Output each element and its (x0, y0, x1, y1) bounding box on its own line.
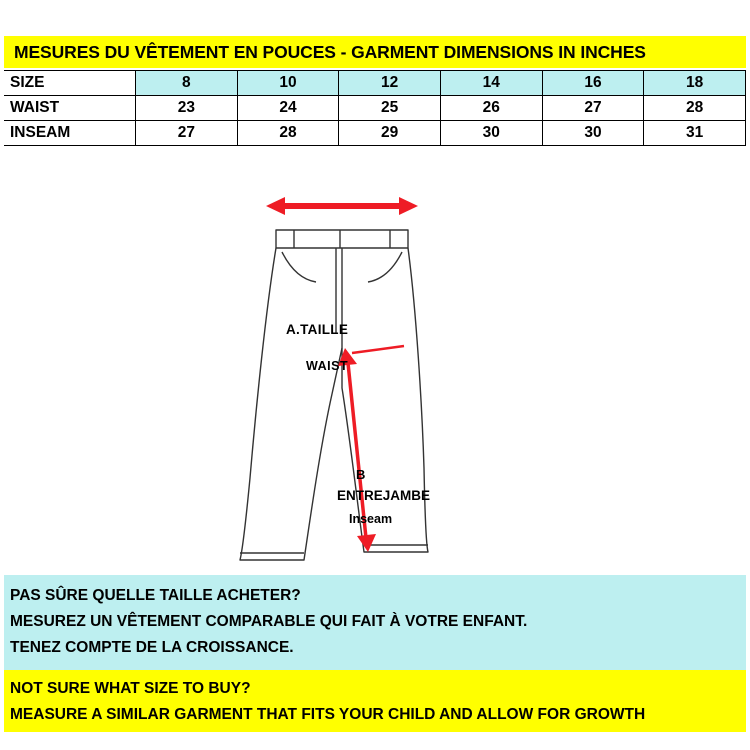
note-fr-3: TENEZ COMPTE DE LA CROISSANCE. (10, 639, 294, 656)
inseam-marker-label: B (356, 467, 366, 482)
row-header-waist: WAIST (4, 96, 136, 121)
note-en-2: MEASURE A SIMILAR GARMENT THAT FITS YOUR CHILD AND ALLOW FOR GROWTH (10, 706, 646, 723)
pants-illustration-icon (4, 148, 746, 575)
cell-inseam-10: 28 (237, 121, 339, 146)
note-fr-1: PAS SÛRE QUELLE TAILLE ACHETER? (10, 587, 301, 604)
inseam-label-fr: ENTREJAMBE (337, 488, 431, 503)
notes-english (4, 670, 746, 732)
cell-inseam-16: 30 (542, 121, 644, 146)
cell-inseam-12: 29 (339, 121, 441, 146)
cell-waist-18: 28 (644, 96, 746, 121)
notes-french (4, 575, 746, 670)
cell-waist-10: 24 (237, 96, 339, 121)
note-fr-2: MESUREZ UN VÊTEMENT COMPARABLE QUI FAIT À VOTRE ENFANT. (10, 613, 528, 630)
inseam-label-en: Inseam (349, 512, 393, 526)
cell-size-8: 8 (136, 71, 238, 96)
waist-arrow-icon (266, 197, 418, 215)
cell-inseam-18: 31 (644, 121, 746, 146)
table-row-waist (4, 96, 746, 121)
pants-measurement-diagram (4, 148, 746, 575)
cell-size-16: 16 (542, 71, 644, 96)
table-row-size (4, 71, 746, 96)
cell-waist-12: 25 (339, 96, 441, 121)
cell-waist-8: 23 (136, 96, 238, 121)
note-en-1: NOT SURE WHAT SIZE TO BUY? (10, 680, 251, 697)
cell-size-18: 18 (644, 71, 746, 96)
inseam-pointer-icon (352, 346, 404, 353)
cell-size-14: 14 (440, 71, 542, 96)
cell-size-10: 10 (237, 71, 339, 96)
row-header-size: SIZE (4, 71, 136, 96)
cell-waist-14: 26 (440, 96, 542, 121)
cell-waist-16: 27 (542, 96, 644, 121)
waist-label-fr: A.TAILLE (286, 322, 349, 337)
cell-inseam-14: 30 (440, 121, 542, 146)
title-banner (4, 36, 746, 68)
waist-label-en: WAIST (306, 359, 349, 373)
page-title: MESURES DU VÊTEMENT EN POUCES - GARMENT DIMENSIONS IN INCHES (14, 41, 646, 62)
table-row-inseam (4, 121, 746, 146)
cell-size-12: 12 (339, 71, 441, 96)
size-table (4, 70, 746, 146)
row-header-inseam: INSEAM (4, 121, 136, 146)
cell-inseam-8: 27 (136, 121, 238, 146)
